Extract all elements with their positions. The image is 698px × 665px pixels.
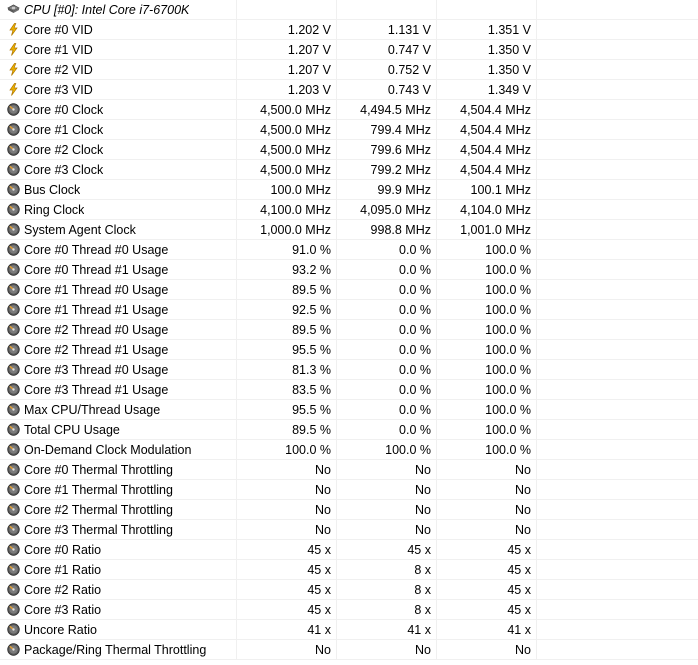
gauge-icon	[7, 343, 20, 356]
row-filler-cell	[537, 420, 698, 439]
sensor-row[interactable]	[0, 140, 698, 160]
sensor-current-value: 83.5 %	[237, 380, 337, 399]
sensor-row[interactable]	[0, 620, 698, 640]
sensor-row[interactable]	[0, 200, 698, 220]
row-filler-cell	[537, 200, 698, 219]
sensor-current-value: 4,500.0 MHz	[237, 140, 337, 159]
sensor-row[interactable]	[0, 240, 698, 260]
row-filler-cell	[537, 20, 698, 39]
sensor-max-value: 41 x	[437, 620, 537, 639]
sensor-name-cell	[0, 560, 237, 579]
sensor-label: Core #2 Clock	[24, 142, 104, 157]
sensor-row[interactable]	[0, 400, 698, 420]
sensor-min-value: 0.0 %	[337, 340, 437, 359]
sensor-min-value: 45 x	[337, 540, 437, 559]
sensor-current-value: 1.207 V	[237, 60, 337, 79]
sensor-group-header[interactable]	[0, 0, 698, 20]
header-max-cell	[437, 0, 537, 19]
sensor-min-value: 799.6 MHz	[337, 140, 437, 159]
sensor-label: Core #1 Clock	[24, 122, 104, 137]
sensor-label: Uncore Ratio	[24, 622, 97, 637]
gauge-icon	[7, 143, 20, 156]
row-filler-cell	[537, 140, 698, 159]
sensor-current-value: 95.5 %	[237, 340, 337, 359]
sensor-name-cell	[0, 300, 237, 319]
sensor-min-value: No	[337, 520, 437, 539]
sensor-current-value: 4,100.0 MHz	[237, 200, 337, 219]
sensor-current-value: 91.0 %	[237, 240, 337, 259]
gauge-icon	[7, 623, 20, 636]
sensor-label: Core #0 VID	[24, 22, 93, 37]
sensor-label: Core #1 VID	[24, 42, 93, 57]
sensor-min-value: No	[337, 500, 437, 519]
sensor-max-value: 100.0 %	[437, 440, 537, 459]
sensor-row[interactable]	[0, 380, 698, 400]
sensor-label: Core #0 Clock	[24, 102, 104, 117]
sensor-current-value: 45 x	[237, 540, 337, 559]
sensor-min-value: 0.743 V	[337, 80, 437, 99]
row-filler-cell	[537, 460, 698, 479]
row-filler-cell	[537, 320, 698, 339]
sensor-label: Core #3 Thermal Throttling	[24, 522, 173, 537]
sensor-row[interactable]	[0, 120, 698, 140]
sensor-label: Core #3 Clock	[24, 162, 104, 177]
sensor-name-cell	[0, 540, 237, 559]
sensor-min-value: 0.0 %	[337, 300, 437, 319]
gauge-icon	[7, 103, 20, 116]
gauge-icon	[7, 203, 20, 216]
sensor-label: Core #0 Thread #1 Usage	[24, 262, 169, 277]
sensor-current-value: 1.202 V	[237, 20, 337, 39]
sensor-min-value: 100.0 %	[337, 440, 437, 459]
sensor-current-value: 45 x	[237, 580, 337, 599]
sensor-name-cell	[0, 400, 237, 419]
sensor-label: On-Demand Clock Modulation	[24, 442, 192, 457]
sensor-current-value: 89.5 %	[237, 280, 337, 299]
sensor-label: Package/Ring Thermal Throttling	[24, 642, 207, 657]
header-filler-cell	[537, 0, 698, 19]
sensor-min-value: 799.2 MHz	[337, 160, 437, 179]
sensor-min-value: No	[337, 480, 437, 499]
sensor-min-value: 0.0 %	[337, 280, 437, 299]
sensor-row[interactable]	[0, 480, 698, 500]
row-filler-cell	[537, 280, 698, 299]
sensor-row[interactable]	[0, 600, 698, 620]
sensor-current-value: 1,000.0 MHz	[237, 220, 337, 239]
sensor-name-cell	[0, 100, 237, 119]
sensor-label: Bus Clock	[24, 182, 81, 197]
sensor-row[interactable]	[0, 440, 698, 460]
sensor-group-title: CPU [#0]: Intel Core i7-6700K	[24, 2, 190, 17]
sensor-name-cell	[0, 580, 237, 599]
row-filler-cell	[537, 380, 698, 399]
sensor-current-value: 1.203 V	[237, 80, 337, 99]
sensor-min-value: 99.9 MHz	[337, 180, 437, 199]
sensor-name-cell	[0, 180, 237, 199]
sensor-current-value: No	[237, 640, 337, 659]
sensor-min-value: 8 x	[337, 580, 437, 599]
sensor-name-cell	[0, 320, 237, 339]
sensor-min-value: 8 x	[337, 560, 437, 579]
sensor-min-value: No	[337, 640, 437, 659]
sensor-label: Core #3 VID	[24, 82, 93, 97]
sensor-name-cell	[0, 80, 237, 99]
sensor-name-cell	[0, 460, 237, 479]
sensor-max-value: No	[437, 460, 537, 479]
gauge-icon	[7, 543, 20, 556]
sensor-name-cell	[0, 280, 237, 299]
row-filler-cell	[537, 340, 698, 359]
sensor-current-value: 45 x	[237, 560, 337, 579]
sensor-current-value: 100.0 %	[237, 440, 337, 459]
sensor-rows	[0, 20, 698, 660]
sensor-min-value: 0.0 %	[337, 380, 437, 399]
row-filler-cell	[537, 440, 698, 459]
sensor-row[interactable]	[0, 560, 698, 580]
sensor-min-value: 0.0 %	[337, 240, 437, 259]
sensor-name-cell	[0, 220, 237, 239]
gauge-icon	[7, 123, 20, 136]
sensor-max-value: 100.0 %	[437, 360, 537, 379]
gauge-icon	[7, 243, 20, 256]
row-filler-cell	[537, 640, 698, 659]
gauge-icon	[7, 403, 20, 416]
sensor-row[interactable]	[0, 300, 698, 320]
sensor-name-cell	[0, 640, 237, 659]
sensor-min-value: 0.752 V	[337, 60, 437, 79]
sensor-name-cell	[0, 500, 237, 519]
sensor-label: Core #1 Thread #0 Usage	[24, 282, 169, 297]
sensor-name-cell	[0, 40, 237, 59]
sensor-max-value: 1,001.0 MHz	[437, 220, 537, 239]
voltage-icon	[7, 23, 20, 36]
sensor-current-value: 45 x	[237, 600, 337, 619]
sensor-name-cell	[0, 20, 237, 39]
sensor-max-value: No	[437, 500, 537, 519]
sensor-min-value: 0.0 %	[337, 260, 437, 279]
row-filler-cell	[537, 220, 698, 239]
sensor-max-value: 45 x	[437, 560, 537, 579]
gauge-icon	[7, 503, 20, 516]
sensor-max-value: 100.0 %	[437, 340, 537, 359]
sensor-label: Core #3 Thread #0 Usage	[24, 362, 169, 377]
header-min-cell	[337, 0, 437, 19]
sensor-min-value: 0.0 %	[337, 360, 437, 379]
row-filler-cell	[537, 620, 698, 639]
gauge-icon	[7, 303, 20, 316]
row-filler-cell	[537, 540, 698, 559]
sensor-name-cell	[0, 120, 237, 139]
row-filler-cell	[537, 520, 698, 539]
sensor-max-value: 100.0 %	[437, 260, 537, 279]
sensor-label: Max CPU/Thread Usage	[24, 402, 161, 417]
sensor-row[interactable]	[0, 20, 698, 40]
sensor-label: Core #2 VID	[24, 62, 93, 77]
sensor-min-value: 41 x	[337, 620, 437, 639]
sensor-min-value: No	[337, 460, 437, 479]
sensor-current-value: No	[237, 460, 337, 479]
gauge-icon	[7, 603, 20, 616]
sensor-max-value: 1.351 V	[437, 20, 537, 39]
sensor-label: Core #2 Thread #0 Usage	[24, 322, 169, 337]
sensor-name-cell	[0, 520, 237, 539]
sensor-name-cell	[0, 380, 237, 399]
sensor-current-value: 41 x	[237, 620, 337, 639]
sensor-max-value: 100.1 MHz	[437, 180, 537, 199]
row-filler-cell	[537, 560, 698, 579]
sensor-min-value: 0.0 %	[337, 420, 437, 439]
row-filler-cell	[537, 480, 698, 499]
sensor-max-value: 100.0 %	[437, 320, 537, 339]
sensor-group-name-cell[interactable]	[0, 0, 237, 19]
cpu-chip-icon	[7, 3, 20, 16]
header-current-cell	[237, 0, 337, 19]
sensor-label: Core #0 Thermal Throttling	[24, 462, 173, 477]
sensor-min-value: 4,494.5 MHz	[337, 100, 437, 119]
sensor-max-value: 100.0 %	[437, 400, 537, 419]
sensor-current-value: No	[237, 480, 337, 499]
row-filler-cell	[537, 300, 698, 319]
sensor-row[interactable]	[0, 540, 698, 560]
sensor-row[interactable]	[0, 60, 698, 80]
sensor-row[interactable]	[0, 500, 698, 520]
sensor-current-value: No	[237, 520, 337, 539]
sensor-label: Core #1 Thread #1 Usage	[24, 302, 169, 317]
gauge-icon	[7, 523, 20, 536]
sensor-max-value: 4,504.4 MHz	[437, 100, 537, 119]
gauge-icon	[7, 463, 20, 476]
sensor-max-value: 4,504.4 MHz	[437, 140, 537, 159]
sensor-label: Ring Clock	[24, 202, 85, 217]
sensor-label: Core #3 Thread #1 Usage	[24, 382, 169, 397]
gauge-icon	[7, 643, 20, 656]
sensor-label: Core #2 Thread #1 Usage	[24, 342, 169, 357]
gauge-icon	[7, 323, 20, 336]
row-filler-cell	[537, 600, 698, 619]
gauge-icon	[7, 183, 20, 196]
sensor-row[interactable]	[0, 160, 698, 180]
sensor-current-value: 4,500.0 MHz	[237, 120, 337, 139]
row-filler-cell	[537, 100, 698, 119]
sensor-max-value: 45 x	[437, 600, 537, 619]
sensor-max-value: 100.0 %	[437, 380, 537, 399]
sensor-name-cell	[0, 340, 237, 359]
sensor-max-value: 100.0 %	[437, 280, 537, 299]
sensor-name-cell	[0, 140, 237, 159]
sensor-current-value: 81.3 %	[237, 360, 337, 379]
gauge-icon	[7, 363, 20, 376]
sensor-name-cell	[0, 480, 237, 499]
sensor-min-value: 1.131 V	[337, 20, 437, 39]
voltage-icon	[7, 83, 20, 96]
sensor-row[interactable]	[0, 40, 698, 60]
sensor-current-value: 4,500.0 MHz	[237, 160, 337, 179]
sensor-name-cell	[0, 600, 237, 619]
row-filler-cell	[537, 400, 698, 419]
sensor-name-cell	[0, 620, 237, 639]
sensor-max-value: 4,104.0 MHz	[437, 200, 537, 219]
sensor-label: Total CPU Usage	[24, 422, 120, 437]
row-filler-cell	[537, 500, 698, 519]
sensor-max-value: No	[437, 520, 537, 539]
sensor-row[interactable]	[0, 340, 698, 360]
sensor-min-value: 8 x	[337, 600, 437, 619]
row-filler-cell	[537, 360, 698, 379]
sensor-row[interactable]	[0, 420, 698, 440]
sensor-name-cell	[0, 240, 237, 259]
sensor-row[interactable]	[0, 640, 698, 660]
sensor-current-value: 89.5 %	[237, 420, 337, 439]
sensor-max-value: No	[437, 640, 537, 659]
voltage-icon	[7, 43, 20, 56]
row-filler-cell	[537, 40, 698, 59]
sensor-max-value: 45 x	[437, 540, 537, 559]
sensor-max-value: 1.350 V	[437, 60, 537, 79]
sensor-max-value: 4,504.4 MHz	[437, 160, 537, 179]
gauge-icon	[7, 223, 20, 236]
sensor-name-cell	[0, 60, 237, 79]
gauge-icon	[7, 283, 20, 296]
gauge-icon	[7, 563, 20, 576]
sensor-max-value: 100.0 %	[437, 420, 537, 439]
sensor-min-value: 0.747 V	[337, 40, 437, 59]
sensor-name-cell	[0, 440, 237, 459]
sensor-name-cell	[0, 160, 237, 179]
sensor-label: Core #1 Ratio	[24, 562, 102, 577]
sensor-current-value: 93.2 %	[237, 260, 337, 279]
row-filler-cell	[537, 60, 698, 79]
sensor-current-value: 4,500.0 MHz	[237, 100, 337, 119]
sensor-row[interactable]	[0, 520, 698, 540]
row-filler-cell	[537, 180, 698, 199]
sensor-max-value: 45 x	[437, 580, 537, 599]
sensor-row[interactable]	[0, 580, 698, 600]
sensor-label: Core #2 Ratio	[24, 582, 102, 597]
gauge-icon	[7, 583, 20, 596]
row-filler-cell	[537, 260, 698, 279]
row-filler-cell	[537, 80, 698, 99]
sensor-label: Core #2 Thermal Throttling	[24, 502, 173, 517]
voltage-icon	[7, 63, 20, 76]
sensor-label: System Agent Clock	[24, 222, 136, 237]
gauge-icon	[7, 263, 20, 276]
sensor-row[interactable]	[0, 80, 698, 100]
gauge-icon	[7, 383, 20, 396]
sensor-min-value: 998.8 MHz	[337, 220, 437, 239]
sensor-max-value: No	[437, 480, 537, 499]
sensor-min-value: 4,095.0 MHz	[337, 200, 437, 219]
row-filler-cell	[537, 120, 698, 139]
sensor-max-value: 1.349 V	[437, 80, 537, 99]
sensor-row[interactable]	[0, 100, 698, 120]
sensor-row[interactable]	[0, 260, 698, 280]
sensor-label: Core #0 Thread #0 Usage	[24, 242, 169, 257]
sensor-name-cell	[0, 360, 237, 379]
sensor-name-cell	[0, 260, 237, 279]
sensor-name-cell	[0, 200, 237, 219]
gauge-icon	[7, 423, 20, 436]
sensor-max-value: 1.350 V	[437, 40, 537, 59]
sensor-current-value: 95.5 %	[237, 400, 337, 419]
sensor-current-value: 100.0 MHz	[237, 180, 337, 199]
sensor-row[interactable]	[0, 220, 698, 240]
row-filler-cell	[537, 240, 698, 259]
sensor-max-value: 4,504.4 MHz	[437, 120, 537, 139]
sensor-current-value: 89.5 %	[237, 320, 337, 339]
sensor-current-value: 92.5 %	[237, 300, 337, 319]
sensor-name-cell	[0, 420, 237, 439]
sensor-row[interactable]	[0, 180, 698, 200]
gauge-icon	[7, 163, 20, 176]
sensor-row[interactable]	[0, 320, 698, 340]
sensor-row[interactable]	[0, 280, 698, 300]
gauge-icon	[7, 443, 20, 456]
sensor-current-value: No	[237, 500, 337, 519]
sensor-label: Core #0 Ratio	[24, 542, 102, 557]
sensor-min-value: 0.0 %	[337, 320, 437, 339]
sensor-current-value: 1.207 V	[237, 40, 337, 59]
sensor-max-value: 100.0 %	[437, 240, 537, 259]
gauge-icon	[7, 483, 20, 496]
sensor-row[interactable]	[0, 360, 698, 380]
row-filler-cell	[537, 160, 698, 179]
sensor-row[interactable]	[0, 460, 698, 480]
sensor-min-value: 799.4 MHz	[337, 120, 437, 139]
sensor-label: Core #1 Thermal Throttling	[24, 482, 173, 497]
sensor-min-value: 0.0 %	[337, 400, 437, 419]
sensor-max-value: 100.0 %	[437, 300, 537, 319]
row-filler-cell	[537, 580, 698, 599]
sensor-label: Core #3 Ratio	[24, 602, 102, 617]
